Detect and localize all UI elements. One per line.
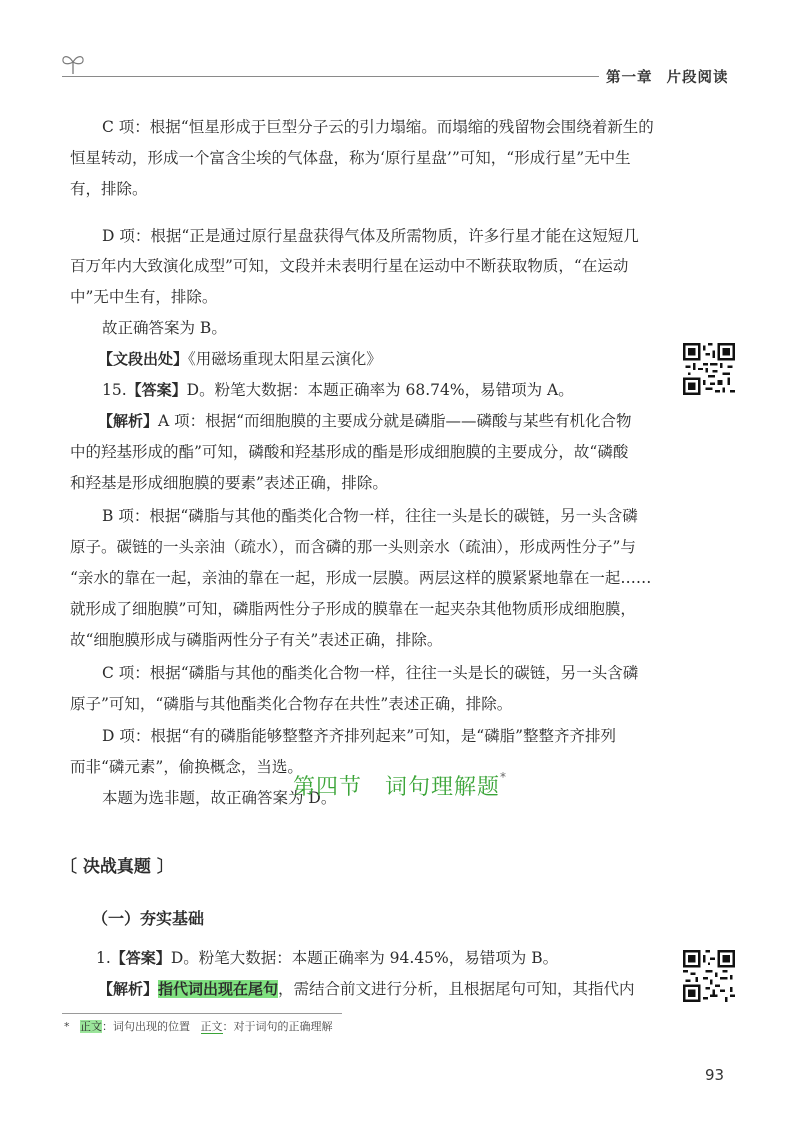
highlight-text: 指代词出现在尾句 xyxy=(158,980,279,998)
sprout-icon xyxy=(60,50,86,76)
chapter-label: 第一章 xyxy=(606,70,653,86)
source-line: 【文段出处】《用磁场重现太阳星云演化》 xyxy=(98,350,382,368)
paragraph-line: 原子”可知，“磷脂与其他酯类化合物存在共性”表述正确，排除。 xyxy=(70,695,513,713)
answer-line: 1.【答案】D。粉笔大数据：本题正确率为 94.45%，易错项为 B。 xyxy=(96,949,559,967)
analysis-line: 【解析】指代词出现在尾句，需结合前文进行分析，且根据尾句可知，其指代内 xyxy=(98,980,635,998)
section-label: 片段阅读 xyxy=(666,70,729,86)
page-number: 93 xyxy=(705,1066,725,1084)
paragraph-line: 就形成了细胞膜”可知，磷脂两性分子形成的膜靠在一起夹杂其他物质形成细胞膜， xyxy=(70,600,636,618)
section-title: 第四节 词句理解题* xyxy=(292,770,507,800)
paragraph-line: 故“细胞膜形成与磷脂两性分子有关”表述正确，排除。 xyxy=(70,631,443,649)
paragraph-line: 故正确答案为 B。 xyxy=(102,319,227,337)
answer-line: 15.【答案】D。粉笔大数据：本题正确率为 68.74%，易错项为 A。 xyxy=(102,381,574,399)
paragraph-line: 有，排除。 xyxy=(70,180,148,198)
section-title-mark: * xyxy=(500,770,507,784)
paragraph-line: 本题为选非题，故正确答案为 D。 xyxy=(102,789,337,807)
paragraph-line: 中的羟基形成的酯”可知，磷酸和羟基形成的酯是形成细胞膜的主要成分，故“磷酸 xyxy=(70,443,629,461)
paragraph-line: B 项：根据“磷脂与其他的酯类化合物一样，往往一头是长的碳链，另一头含磷 xyxy=(102,507,638,525)
paragraph-line: 和羟基是形成细胞膜的要素”表述正确，排除。 xyxy=(70,474,388,492)
paragraph-line: 恒星转动，形成一个富含尘埃的气体盘，称为‘原行星盘’”可知，“形成行星”无中生 xyxy=(70,149,631,167)
paragraph-line: 原子。碳链的一头亲油（疏水），而含磷的那一头则亲水（疏油），形成两性分子”与 xyxy=(70,538,636,556)
paragraph-line: 中”无中生有，排除。 xyxy=(70,288,218,306)
paragraph-line: D 项：根据“有的磷脂能够整整齐齐排列起来”可知，是“磷脂”整整齐齐排列 xyxy=(102,727,617,745)
running-header xyxy=(606,66,743,87)
paragraph-line: 【解析】A 项：根据“而细胞膜的主要成分就是磷脂——磷酸与某些有机化合物 xyxy=(98,412,632,430)
header-rule xyxy=(62,76,599,77)
paragraph-line: C 项：根据“恒星形成于巨型分子云的引力塌缩。而塌缩的残留物会围绕着新生的 xyxy=(102,118,654,136)
qr-code-icon[interactable] xyxy=(683,343,735,395)
paragraph-line: “亲水的靠在一起，亲油的靠在一起，形成一层膜。两层这样的膜紧紧地靠在一起…… xyxy=(70,569,652,587)
paragraph-line: 而非“磷元素”，偷换概念，当选。 xyxy=(70,758,303,776)
qr-code-icon[interactable] xyxy=(683,950,735,1002)
subheading-real-questions: 〔 决战真题 〕 xyxy=(60,857,174,877)
footnote-rule xyxy=(62,1013,342,1014)
paragraph-line: C 项：根据“磷脂与其他的酯类化合物一样，往往一头是长的碳链，另一头含磷 xyxy=(102,664,639,682)
footnote: * 正文：词句出现的位置 正文：对于词句的正确理解 xyxy=(64,1020,333,1033)
paragraph-line: D 项：根据“正是通过原行星盘获得气体及所需物质，许多行星才能在这短短几 xyxy=(102,227,639,245)
subheading-basics: （一）夯实基础 xyxy=(92,909,205,928)
paragraph-line: 百万年内大致演化成型”可知，文段并未表明行星在运动中不断获取物质，“在运动 xyxy=(70,257,629,275)
